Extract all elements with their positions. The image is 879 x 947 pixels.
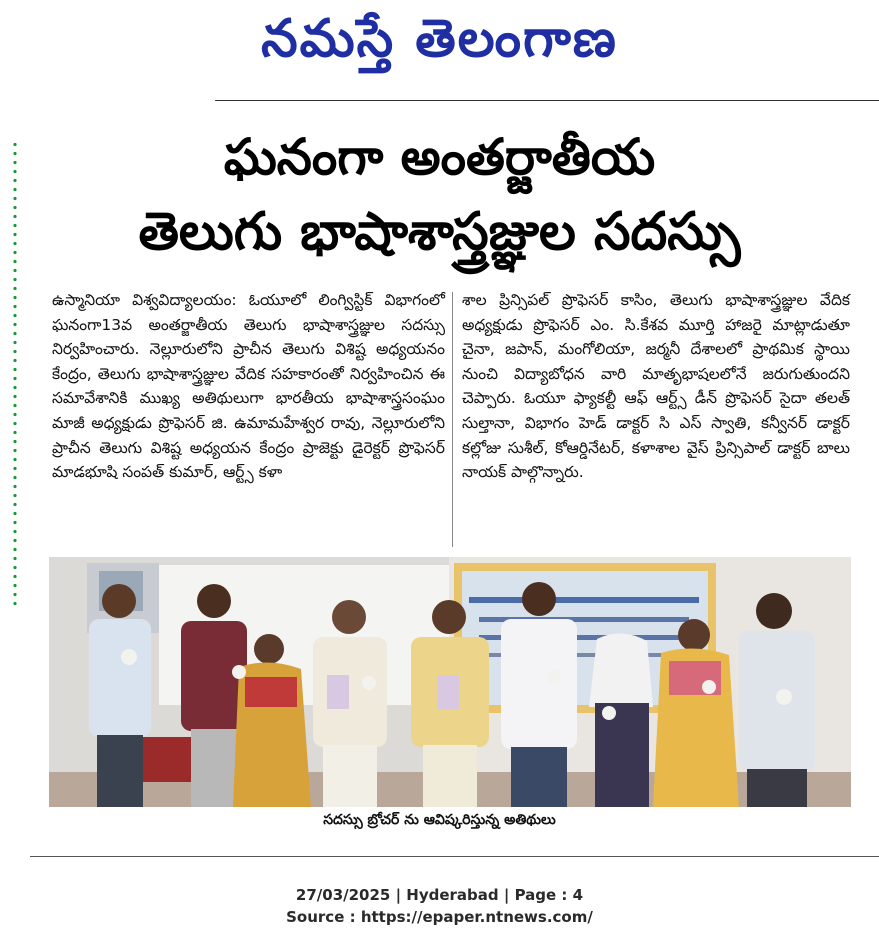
article-right-column: శాల ప్రిన్సిపల్ ప్రొఫెసర్ కాసిం, తెలుగు భాషాశాస్త్రజ్ఞుల వేదిక అధ్యక్షుడు ప్రొఫెసర్ ఎం. సి.కేశవ మూర్తి హాజరై మాట్లాడుతూ చైనా, జపాన్, మంగోలియా, జర్మనీ దేశాలలో ప్రాథమిక స్థాయి నుంచి విద్యాబోధన వారి మాతృభాషలలోనే జరుగుతుందని చెప్పారు. ఓయూ ఫ్యాకల్టీ ఆఫ్ ఆర్ట్స్ డీన్ ప్రొఫెసర్ సైదా తలత్ సుల్తానా, విభాగం హెడ్ డాక్టర్ సి ఎస్ స్వాతి, కన్వీనర్ డాక్టర్ కల్లోజు సుశీల్, కోఆర్డినేటర్, కళాశాల వైస్ ప్రిన్సిపాల్ డాక్టర్ బాలు నాయక్ పాల్గొన్నారు. [462,291,850,482]
event-photo [49,557,851,807]
footer-rule [30,856,879,857]
photo-caption: సదస్సు బ్రోచర్ ను ఆవిష్కరిస్తున్న అతిథులు [323,812,556,828]
headline-line-1: ఘనంగా అంతర్జాతీయ [223,128,656,186]
column-divider [452,292,453,547]
article-left-column: ఉస్మానియా విశ్వవిద్యాలయం: ఓయూలో లింగ్విస్టిక్ విభాగంలో ఘనంగా13వ అంతర్జాతీయ తెలుగు భాషాశాస్త్రజ్ఞుల సదస్సు నిర్వహించారు. నెల్లూరులోని ప్రాచీన తెలుగు విశిష్ట అధ్యయనం కేంద్రం, తెలుగు భాషాశాస్త్రజ్ఞుల వేదిక సహకారంతో నిర్వహించిన ఈ సమావేశానికి ముఖ్య అతిథులుగా భారతీయ భాషాశాస్త్రసంఘం మాజీ అధ్యక్షుడు ప్రొఫెసర్ జి. ఉమామహేశ్వర రావు, నెల్లూరులోని ప్రాచీన తెలుగు విశిష్ట అధ్యయన కేంద్రం ప్రాజెక్టు డైరెక్టర్ ప్రొఫెసర్ మాడభూషి సంపత్ కుమార్, ఆర్ట్స్ కళా [52,291,445,482]
green-dotted-border [12,140,18,610]
footer-source: Source : https://epaper.ntnews.com/ [286,908,593,926]
footer-date-location-page: 27/03/2025 | Hyderabad | Page : 4 [295,886,584,904]
newspaper-masthead: నమస్తే తెలంగాణ [261,9,618,69]
headline-line-2: తెలుగు భాషాశాస్త్రజ్ఞుల సదస్సు [138,202,741,262]
event-photo-illustration [49,557,851,807]
masthead-rule [215,100,879,101]
